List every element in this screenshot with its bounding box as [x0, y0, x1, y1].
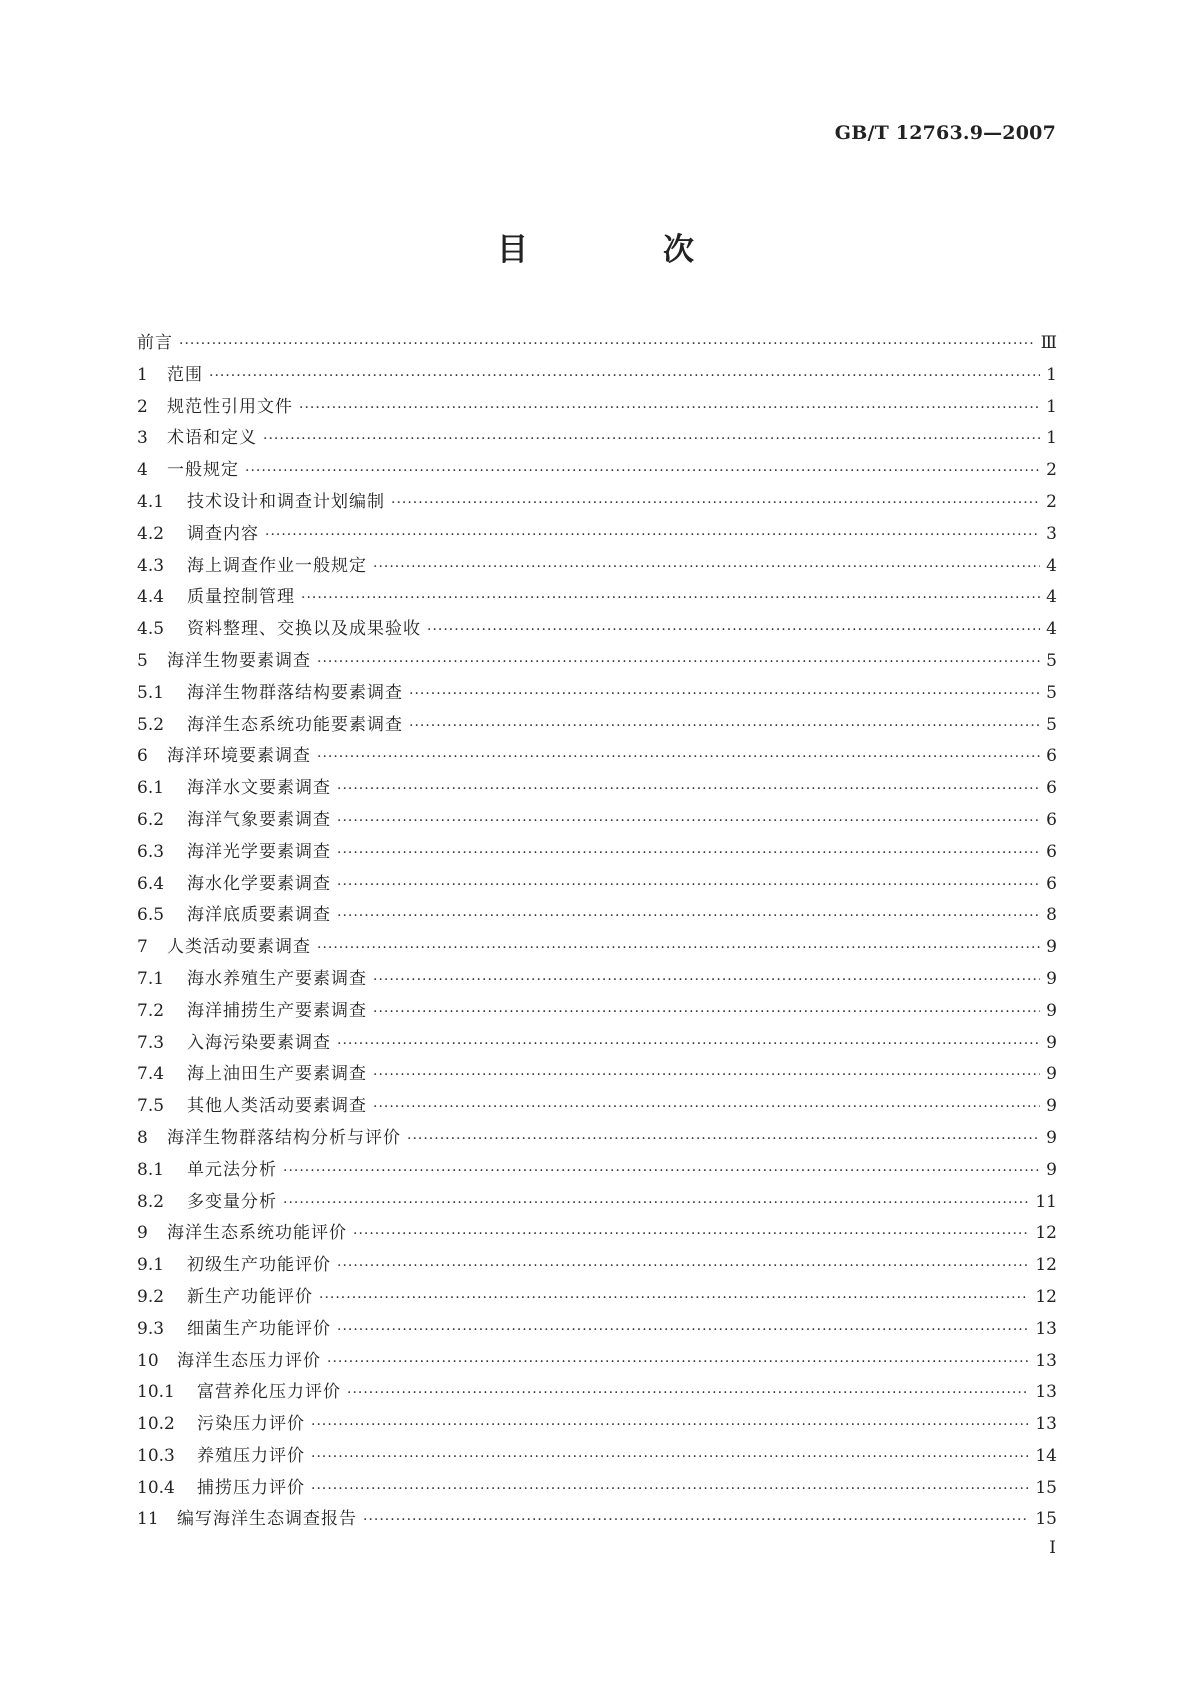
toc-entry-page: 15	[1035, 1477, 1057, 1498]
toc-entry-label: 养殖压力评价	[197, 1445, 305, 1466]
toc-entry-page: 13	[1035, 1382, 1057, 1403]
toc-entry-page: 6	[1046, 746, 1057, 767]
toc-entry-number: 10	[137, 1350, 159, 1371]
toc-entry-number: 9.2	[137, 1286, 165, 1307]
toc-entry-label: 海上调查作业一般规定	[187, 555, 367, 576]
toc-entry[interactable]	[137, 1314, 1057, 1346]
toc-dot-leader	[265, 527, 1040, 543]
toc-entry[interactable]	[137, 1091, 1057, 1123]
toc-dot-leader	[179, 336, 1035, 352]
toc-entry-number: 5.1	[137, 682, 165, 703]
toc-dot-leader	[319, 1290, 1029, 1306]
toc-entry-page: 1	[1046, 364, 1057, 385]
toc-entry-page: 9	[1046, 937, 1057, 958]
toc-entry[interactable]	[137, 328, 1057, 360]
toc-entry-label: 新生产功能评价	[187, 1286, 313, 1307]
toc-entry[interactable]	[137, 1059, 1057, 1091]
toc-entry-page: 5	[1046, 682, 1057, 703]
toc-entry-page: 9	[1046, 1127, 1057, 1148]
toc-entry[interactable]	[137, 1282, 1057, 1314]
toc-dot-leader	[427, 622, 1040, 638]
toc-dot-leader	[317, 749, 1040, 765]
toc-entry-number: 10.2	[137, 1414, 175, 1435]
toc-entry-page: 8	[1046, 905, 1057, 926]
toc-dot-leader	[337, 877, 1040, 893]
toc-entry-label: 污染压力评价	[197, 1414, 305, 1435]
toc-entry-page: 4	[1046, 555, 1057, 576]
toc-dot-leader	[301, 590, 1040, 606]
toc-entry-number: 7.3	[137, 1032, 165, 1053]
toc-entry[interactable]	[137, 932, 1057, 964]
toc-entry-number: 9.3	[137, 1318, 165, 1339]
toc-entry[interactable]	[137, 646, 1057, 678]
toc-entry-page: 12	[1035, 1223, 1057, 1244]
toc-entry-page: 6	[1046, 809, 1057, 830]
toc-dot-leader	[337, 813, 1040, 829]
toc-entry-page: 3	[1046, 523, 1057, 544]
toc-entry-label: 细菌生产功能评价	[187, 1318, 331, 1339]
toc-entry-page: 13	[1035, 1414, 1057, 1435]
toc-entry-page: 9	[1046, 1159, 1057, 1180]
toc-entry-label: 海上油田生产要素调查	[187, 1064, 367, 1085]
toc-entry-label: 初级生产功能评价	[187, 1255, 331, 1276]
toc-entry-page: 6	[1046, 778, 1057, 799]
toc-entry-page: 11	[1035, 1191, 1057, 1212]
toc-entry[interactable]	[137, 360, 1057, 392]
toc-entry-page: 5	[1046, 714, 1057, 735]
toc-entry-number: 6.2	[137, 809, 165, 830]
toc-entry-number: 1	[137, 364, 148, 385]
toc-entry-number: 6.1	[137, 778, 165, 799]
toc-entry-label: 多变量分析	[187, 1191, 277, 1212]
toc-entry-label: 海洋生态系统功能评价	[167, 1223, 347, 1244]
toc-entry-page: 6	[1046, 841, 1057, 862]
toc-dot-leader	[317, 940, 1040, 956]
toc-entry[interactable]	[137, 741, 1057, 773]
toc-dot-leader	[373, 1067, 1040, 1083]
page-number: I	[1049, 1538, 1056, 1558]
toc-entry-label: 范围	[167, 364, 203, 385]
toc-entry[interactable]	[137, 1155, 1057, 1187]
toc-entry-label: 海洋生物群落结构要素调查	[187, 682, 403, 703]
toc-entry-label: 海水养殖生产要素调查	[187, 968, 367, 989]
toc-entry-label: 海洋生态系统功能要素调查	[187, 714, 403, 735]
toc-dot-leader	[245, 463, 1040, 479]
toc-entry[interactable]	[137, 1123, 1057, 1155]
toc-entry-page: 5	[1046, 650, 1057, 671]
toc-entry[interactable]	[137, 1377, 1057, 1409]
toc-entry[interactable]	[137, 582, 1057, 614]
toc-dot-leader	[373, 972, 1040, 988]
toc-entry-page: 6	[1046, 873, 1057, 894]
toc-entry[interactable]	[137, 964, 1057, 996]
toc-entry[interactable]	[137, 455, 1057, 487]
toc-entry-label: 海洋捕捞生产要素调查	[187, 1000, 367, 1021]
toc-entry-number: 9.1	[137, 1255, 165, 1276]
toc-entry-number: 8	[137, 1127, 148, 1148]
toc-entry[interactable]	[137, 1504, 1057, 1536]
toc-dot-leader	[209, 368, 1040, 384]
toc-dot-leader	[337, 908, 1040, 924]
toc-entry[interactable]	[137, 487, 1057, 519]
toc-entry-label: 海洋生物要素调查	[167, 650, 311, 671]
page-title: 目 次	[497, 232, 746, 268]
toc-dot-leader	[337, 781, 1040, 797]
toc-dot-leader	[311, 1449, 1029, 1465]
toc-dot-leader	[409, 718, 1040, 734]
toc-dot-leader	[347, 1385, 1029, 1401]
toc-entry-label: 海洋底质要素调查	[187, 905, 331, 926]
toc-entry-number: 5	[137, 650, 148, 671]
toc-entry[interactable]	[137, 423, 1057, 455]
toc-entry-number: 4.3	[137, 555, 165, 576]
toc-entry[interactable]	[137, 1346, 1057, 1378]
toc-entry-number: 7.2	[137, 1000, 165, 1021]
toc-entry[interactable]	[137, 1441, 1057, 1473]
toc-entry-page: 15	[1035, 1509, 1057, 1530]
toc-entry-number: 4.2	[137, 523, 165, 544]
toc-entry-page: 2	[1046, 491, 1057, 512]
toc-dot-leader	[311, 1417, 1029, 1433]
toc-entry-label: 富营养化压力评价	[197, 1382, 341, 1403]
toc-entry-label: 人类活动要素调查	[167, 937, 311, 958]
toc-dot-leader	[363, 1512, 1029, 1528]
toc-entry-label: 调查内容	[187, 523, 259, 544]
toc-entry[interactable]	[137, 805, 1057, 837]
toc-entry[interactable]	[137, 1409, 1057, 1441]
toc-entry-label: 一般规定	[167, 460, 239, 481]
toc-entry[interactable]	[137, 1028, 1057, 1060]
toc-entry-label: 捕捞压力评价	[197, 1477, 305, 1498]
toc-entry[interactable]	[137, 614, 1057, 646]
toc-entry-page: 9	[1046, 1000, 1057, 1021]
toc-entry-number: 3	[137, 428, 148, 449]
toc-entry-label: 海洋生态压力评价	[177, 1350, 321, 1371]
toc-entry-label: 海洋环境要素调查	[167, 746, 311, 767]
toc-dot-leader	[299, 400, 1040, 416]
toc-entry-number: 8.1	[137, 1159, 165, 1180]
toc-entry-number: 4.4	[137, 587, 165, 608]
toc-entry[interactable]	[137, 773, 1057, 805]
toc-entry[interactable]	[137, 837, 1057, 869]
toc-dot-leader	[391, 495, 1040, 511]
toc-dot-leader	[353, 1226, 1029, 1242]
toc-entry-label: 海洋光学要素调查	[187, 841, 331, 862]
toc-entry-label: 编写海洋生态调查报告	[177, 1509, 357, 1530]
toc-dot-leader	[373, 1099, 1040, 1115]
toc-entry-number: 6	[137, 746, 148, 767]
toc-entry-label: 其他人类活动要素调查	[187, 1096, 367, 1117]
toc-entry-number: 10.4	[137, 1477, 175, 1498]
toc-entry-number: 10.3	[137, 1445, 175, 1466]
toc-entry-number: 11	[137, 1509, 159, 1530]
toc-entry-page: 9	[1046, 1032, 1057, 1053]
toc-entry[interactable]	[137, 392, 1057, 424]
toc-entry-page: 1	[1046, 396, 1057, 417]
toc-entry[interactable]	[137, 869, 1057, 901]
toc-entry[interactable]	[137, 1218, 1057, 1250]
toc-dot-leader	[283, 1163, 1040, 1179]
toc-dot-leader	[337, 845, 1040, 861]
toc-entry-page: 1	[1046, 428, 1057, 449]
toc-entry[interactable]	[137, 1473, 1057, 1505]
toc-entry-label: 技术设计和调查计划编制	[187, 491, 385, 512]
toc-entry-page: 12	[1035, 1286, 1057, 1307]
toc-entry-number: 4.1	[137, 491, 165, 512]
toc-entry-label: 单元法分析	[187, 1159, 277, 1180]
toc-entry-page: 9	[1046, 968, 1057, 989]
toc-entry-page: 12	[1035, 1255, 1057, 1276]
toc-entry-number: 9	[137, 1223, 148, 1244]
toc-entry-label: 质量控制管理	[187, 587, 295, 608]
toc-entry-page: 13	[1035, 1350, 1057, 1371]
toc-entry-label: 海洋生物群落结构分析与评价	[167, 1127, 401, 1148]
toc-dot-leader	[311, 1481, 1029, 1497]
toc-entry-number: 2	[137, 396, 148, 417]
toc-entry[interactable]	[137, 551, 1057, 583]
toc-entry-label: 资料整理、交换以及成果验收	[187, 619, 421, 640]
toc-entry-label: 海水化学要素调查	[187, 873, 331, 894]
toc-entry-number: 6.3	[137, 841, 165, 862]
toc-entry-page: 4	[1046, 619, 1057, 640]
toc-dot-leader	[407, 1131, 1040, 1147]
table-of-contents	[137, 328, 1057, 1536]
toc-entry-number: 5.2	[137, 714, 165, 735]
toc-entry-label: 海洋气象要素调查	[187, 809, 331, 830]
toc-entry-number: 7.4	[137, 1064, 165, 1085]
toc-dot-leader	[263, 431, 1040, 447]
toc-dot-leader	[327, 1354, 1029, 1370]
toc-entry-number: 7	[137, 937, 148, 958]
toc-dot-leader	[337, 1322, 1029, 1338]
toc-entry-number: 6.5	[137, 905, 165, 926]
toc-entry-page: 2	[1046, 460, 1057, 481]
standard-code: GB/T 12763.9—2007	[834, 122, 1056, 144]
toc-entry[interactable]	[137, 1250, 1057, 1282]
toc-entry-page: 14	[1035, 1445, 1057, 1466]
toc-entry-number: 6.4	[137, 873, 165, 894]
toc-entry-label: 入海污染要素调查	[187, 1032, 331, 1053]
toc-entry[interactable]	[137, 1187, 1057, 1219]
toc-entry-page: 9	[1046, 1064, 1057, 1085]
toc-dot-leader	[409, 686, 1040, 702]
toc-entry[interactable]	[137, 710, 1057, 742]
toc-dot-leader	[283, 1195, 1029, 1211]
toc-entry[interactable]	[137, 996, 1057, 1028]
toc-dot-leader	[337, 1258, 1029, 1274]
toc-entry[interactable]	[137, 900, 1057, 932]
toc-dot-leader	[373, 559, 1040, 575]
toc-entry-number: 7.1	[137, 968, 165, 989]
toc-dot-leader	[317, 654, 1040, 670]
toc-entry-label: 规范性引用文件	[167, 396, 293, 417]
toc-entry-label: 前言	[137, 333, 173, 353]
toc-entry-page: 9	[1046, 1096, 1057, 1117]
toc-entry-label: 术语和定义	[167, 428, 257, 449]
toc-dot-leader	[373, 1004, 1040, 1020]
toc-entry[interactable]	[137, 678, 1057, 710]
toc-entry-label: 海洋水文要素调查	[187, 778, 331, 799]
toc-entry-page: 13	[1035, 1318, 1057, 1339]
toc-entry-page: Ⅲ	[1040, 333, 1057, 353]
toc-entry[interactable]	[137, 519, 1057, 551]
toc-entry-number: 4.5	[137, 619, 165, 640]
toc-entry-number: 7.5	[137, 1096, 165, 1117]
toc-entry-number: 4	[137, 460, 148, 481]
toc-dot-leader	[337, 1036, 1040, 1052]
toc-entry-number: 8.2	[137, 1191, 165, 1212]
toc-entry-page: 4	[1046, 587, 1057, 608]
toc-entry-number: 10.1	[137, 1382, 175, 1403]
